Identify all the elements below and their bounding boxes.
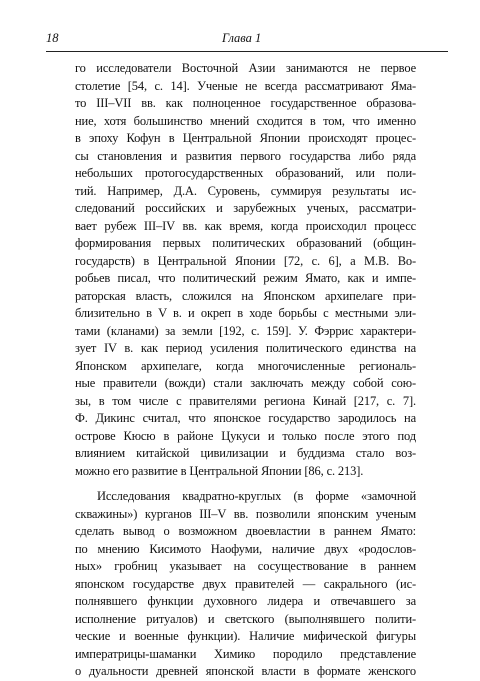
text-line: зует IV в. как период усиления политического единства на (75, 341, 416, 355)
text-line: о дуальности древней японской власти в формате женского (75, 664, 416, 678)
text-line: в эпоху Кофун в Центральной Японии происходят процес- (75, 131, 416, 145)
text-line: ные правители (вожди) стали заключать между собой сою- (75, 376, 416, 390)
text-line: следований российских и зарубежных ученых, рассматри- (75, 201, 416, 215)
text-line: скважины») курганов III–V вв. позволили японским ученым (75, 506, 416, 521)
text-line: вает рубеж III–IV вв. как время, когда происходил процесс (75, 218, 416, 233)
text-line: исполнение ритуалов) и светского (выполнявшего полити- (75, 611, 416, 626)
page-number: 18 (46, 31, 59, 45)
text-line: ческие и военные функции). Наличие мифической фигуры (75, 629, 416, 643)
paragraph-2 (75, 488, 416, 681)
text-line: Японском архипелаге, когда многочисленные региональ- (75, 358, 416, 373)
text-line: сы становления и развития первого государства либо ряда (75, 148, 416, 163)
text-line: Исследования квадратно-круглых (в форме «замочной (97, 489, 416, 503)
paragraph-gap (75, 480, 416, 488)
text-line: Ф. Дикинс считал, что японское государство зародилось на (75, 411, 416, 425)
header-rule (46, 51, 448, 52)
text-line: близительно в V в. и окреп в ходе борьбы с местными эли- (75, 306, 416, 320)
text-line: японском государстве двух правителей — сакрального (ис- (75, 576, 416, 591)
text-line: го исследователи Восточной Азии занимаются не первое (75, 61, 416, 75)
running-head: Глава 1 (222, 31, 262, 45)
text-line: тами (кланами) за земли [192, с. 159]. У. Фэррис характери- (75, 323, 416, 338)
text-line: по мнению Кисимото Наофуми, наличие двух «родослов- (75, 541, 416, 556)
text-line: полнявшего функции духовного лидера и отвечавшего за (75, 594, 416, 608)
text-line: государств) в Центральной Японии [72, с. 6], а М.В. Во- (75, 253, 416, 268)
text-line: формирования первых политических образований (общин- (75, 236, 416, 250)
text-line: зы, в том числе с правителями региона Кинай [217, с. 7]. (75, 393, 416, 408)
page-header (46, 30, 446, 46)
text-line: столетие [54, с. 14]. Ученые не всегда рассматривают Яма- (75, 78, 416, 93)
text-line: влиянием китайской цивилизации и буддизма стало воз- (75, 446, 416, 460)
text-line: тий. Например, Д.А. Суровень, суммируя результаты ис- (75, 183, 416, 198)
text-line: то III–VII вв. как полноценное государственное образова- (75, 96, 416, 110)
text-line: раторская власть, сложился на Японском архипелаге при- (75, 288, 416, 303)
text-line: небольших протогосударственных образований, или поли- (75, 166, 416, 180)
body-text (75, 60, 416, 681)
text-line: ных» гробниц указывает на сосуществование в раннем (75, 559, 416, 573)
text-line: острове Кюсю в районе Цукуси и только после этого под (75, 428, 416, 443)
text-line: можно его развитие в Центральной Японии [86, с. 213]. (75, 463, 364, 478)
text-line: ние, хотя большинство мнений сходится в том, что именно (75, 113, 416, 128)
text-line: робьев писал, что политический режим Ямато, как и импе- (75, 271, 416, 285)
text-line: сделать вывод о возможном двоевластии в раннем Ямато: (75, 524, 416, 538)
text-line: императрицы-шаманки Химико породило представление (75, 646, 416, 661)
paragraph-1 (75, 60, 416, 480)
